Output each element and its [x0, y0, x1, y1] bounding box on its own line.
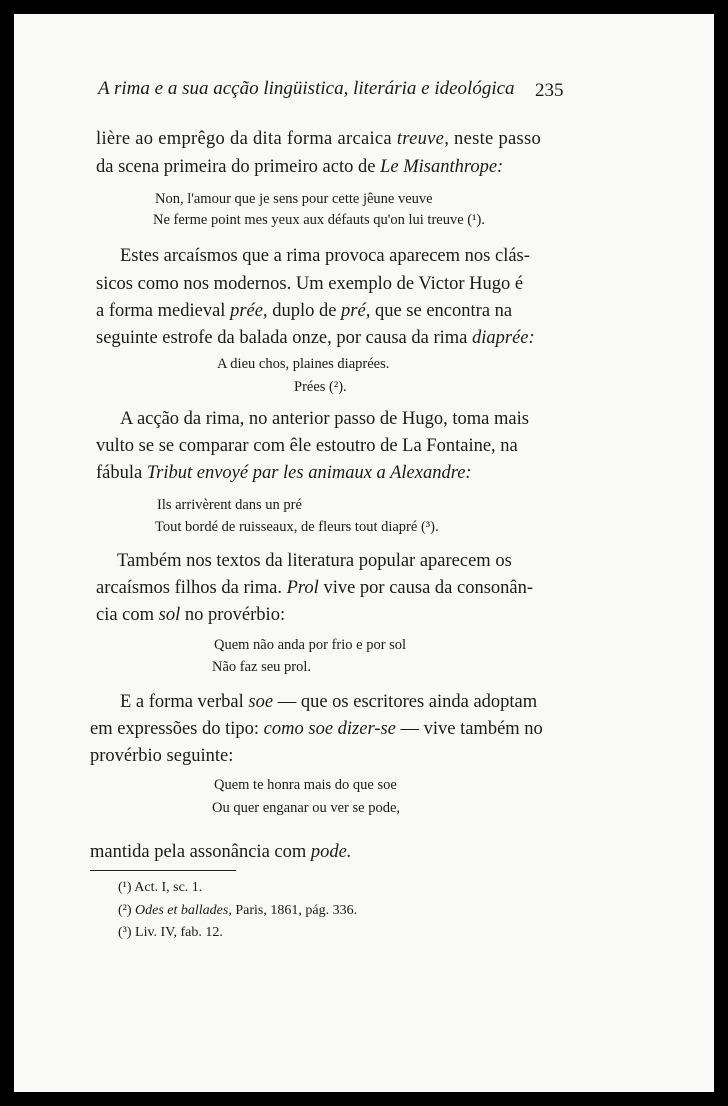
footnote-2: [118, 903, 357, 919]
text-run: Paris, 1861, pág. 336.: [231, 903, 358, 918]
text-line: Também nos textos da literatura popular aparecem os: [117, 551, 512, 571]
footnote-rule: [90, 870, 236, 871]
text-run: em expressões do tipo:: [90, 719, 264, 739]
verse-line: Ne ferme point mes yeux aux défauts qu'on lui treuve (¹).: [153, 212, 485, 228]
verse-line: Quem te honra mais do que soe: [214, 777, 397, 793]
text-line: [96, 578, 533, 599]
text-run: fábula: [96, 463, 147, 483]
text-line: [96, 157, 503, 178]
italic-term: prée,: [230, 301, 268, 321]
text-run: lière ao emprêgo da dita forma arcaica: [96, 129, 397, 149]
text-line: [96, 129, 541, 150]
text-run: neste passo: [449, 129, 542, 149]
italic-term: diaprée:: [472, 328, 535, 348]
verse-line: Tout bordé de ruisseaux, de fleurs tout diapré (³).: [155, 519, 439, 535]
verse-line: Não faz seu prol.: [212, 659, 312, 675]
text-line: [120, 692, 537, 713]
text-run: arcaísmos filhos da rima.: [96, 578, 287, 598]
text-run: — que os escritores ainda adoptam: [273, 692, 538, 712]
text-run: da scena primeira do primeiro acto de: [96, 157, 381, 177]
text-run: duplo de: [267, 301, 342, 321]
verse-line: Ils arrivèrent dans un pré: [157, 497, 302, 513]
text-line: [90, 842, 351, 863]
text-run: que se encontra na: [370, 301, 513, 321]
italic-term: treuve,: [396, 129, 450, 149]
footnote-3: (³) Liv. IV, fab. 12.: [118, 925, 223, 940]
footnote-marker: (²): [118, 903, 136, 918]
text-run: mantida pela assonância com: [90, 842, 311, 862]
text-run: a forma medieval: [96, 301, 231, 321]
text-run: vive por causa da consonân-: [318, 578, 534, 598]
page-number: 235: [535, 80, 564, 101]
text-run: cia com: [96, 605, 159, 625]
text-run: — vive também no: [395, 719, 543, 739]
italic-term: pré,: [341, 301, 371, 321]
verse-line: Prées (²).: [294, 379, 347, 395]
text-line: sicos como nos modernos. Um exemplo de Victor Hugo é: [96, 274, 524, 294]
text-line: [96, 605, 285, 626]
italic-term: como soe dizer-se: [263, 719, 396, 739]
text-line: A acção da rima, no anterior passo de Hugo, toma mais: [120, 409, 529, 429]
verse-line: Non, l'amour que je sens pour cette jêune veuve: [155, 191, 433, 207]
text-line: vulto se se comparar com êle estoutro de La Fontaine, na: [96, 436, 518, 456]
text-run: no provérbio:: [180, 605, 286, 625]
verse-line: A dieu chos, plaines diaprées.: [217, 356, 390, 372]
italic-title: Tribut envoyé par les animaux a Alexandre:: [146, 463, 472, 483]
italic-term: pode.: [310, 842, 352, 862]
running-header-title: A rima e a sua acção lingüistica, literária e ideológica: [98, 78, 515, 99]
text-run: seguinte estrofe da balada onze, por causa da rima: [96, 328, 472, 348]
book-page: [14, 14, 714, 1092]
italic-term: Prol: [286, 578, 319, 598]
footnote-1: (¹) Act. I, sc. 1.: [118, 880, 203, 895]
italic-term: sol: [158, 605, 181, 625]
text-run: E a forma verbal: [120, 692, 249, 712]
text-line: Estes arcaísmos que a rima provoca aparecem nos clás-: [120, 246, 530, 266]
text-line: [96, 463, 472, 484]
text-line: [96, 301, 512, 322]
italic-title: Odes et ballades,: [135, 903, 232, 918]
italic-title: Le Misanthrope:: [380, 157, 504, 177]
text-line: [90, 719, 543, 740]
verse-line: Ou quer enganar ou ver se pode,: [212, 800, 401, 816]
italic-term: soe: [248, 692, 274, 712]
text-line: [96, 328, 535, 349]
text-line: provérbio seguinte:: [90, 746, 234, 766]
verse-line: Quem não anda por frio e por sol: [214, 637, 407, 653]
